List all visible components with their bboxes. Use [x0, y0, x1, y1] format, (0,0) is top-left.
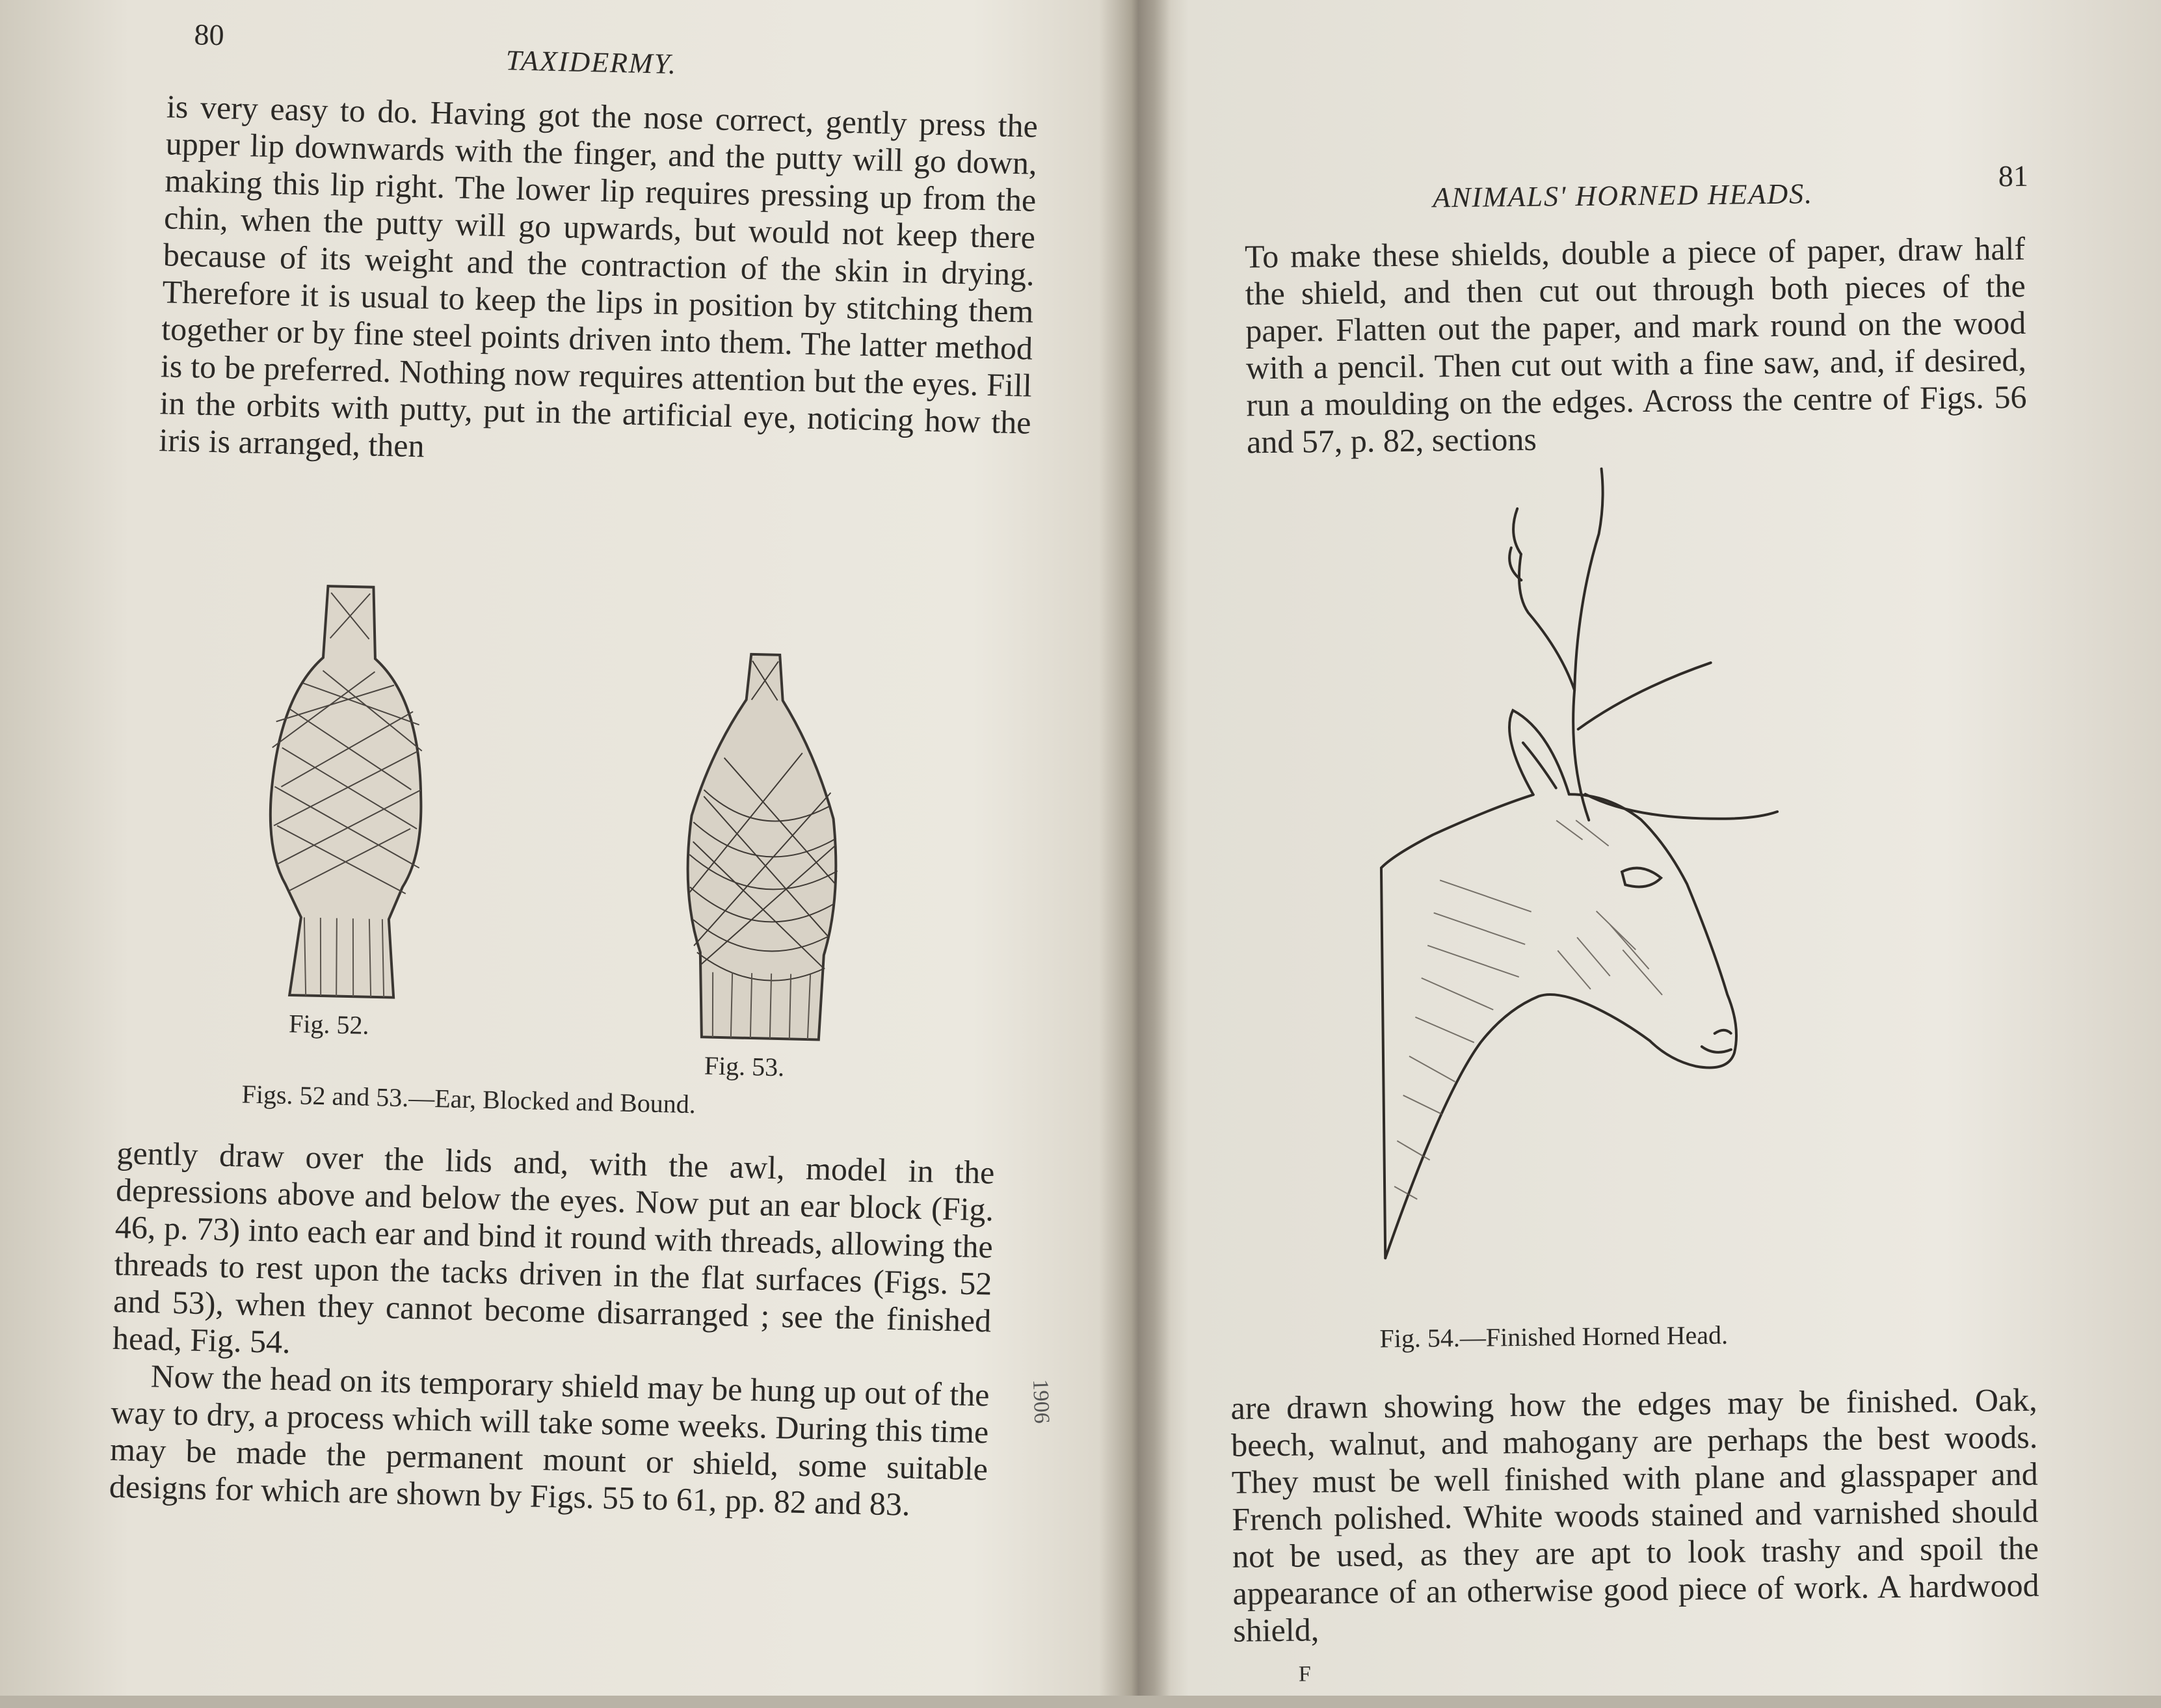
ear-blocked-fig-52: [257, 578, 436, 1005]
page-number-left: 80: [194, 18, 225, 52]
right-body-bottom: [1230, 1381, 2039, 1649]
right-page: [1158, 0, 2144, 1701]
ear-bound-fig-53: [672, 646, 850, 1053]
right-paragraph-bottom: are drawn showing how the edges may be finished. Oak, beech, walnut, and mahogany are perhaps the best woods. They must be well finished with plane and glasspaper and French polished. White woods stained and varnished should not be used, as they are apt to look trashy and spoil the appearance of an otherwise good piece of work. A hardwood shield,: [1230, 1381, 2039, 1649]
running-head-right: ANIMALS' HORNED HEADS.: [1432, 178, 1814, 214]
left-page: [1, 0, 1138, 1707]
page-number-right: 81: [1998, 159, 2029, 193]
right-body-top: [1245, 230, 2028, 461]
left-paragraph-bottom-1: gently draw over the lids and, with the awl, model in the depressions above and below the eyes. Now put an ear block (Fig. 46, p. 73) into each ear and bind it round with threads, allowing the threads to rest upon the tacks driven in the flat surfaces (Figs. 52 and 53), when they cannot become disarranged ; see the finished head, Fig. 54.: [112, 1134, 995, 1361]
left-paragraph-bottom-2: Now the head on its temporary shield may be hung up out of the way to dry, a process which will take some weeks. During this time may be made the permanent mount or shield, some suitable designs for which are shown by Figs. 55 to 61, pp. 82 and 83.: [109, 1357, 990, 1523]
fig-54-caption: Fig. 54.—Finished Horned Head.: [1379, 1320, 1729, 1354]
left-body-bottom: [109, 1134, 995, 1525]
fig-52-label: Fig. 52.: [288, 1008, 370, 1040]
gutter-pencil-mark: 1906: [1028, 1379, 1054, 1424]
figures-52-53-caption: Figs. 52 and 53.—Ear, Blocked and Bound.: [241, 1079, 696, 1119]
fig-53-label: Fig. 53.: [704, 1050, 785, 1082]
signature-mark: F: [1298, 1662, 1312, 1687]
horned-head-fig-54: [1357, 453, 1835, 1323]
left-paragraph-top: is very easy to do. Having got the nose correct, gently press the upper lip downwards with the finger, and the putty will go down, making this lip right. The lower lip requires pressing up from the chin, when the putty will go upwards, but would not keep there because of its weight and the contraction of the skin in drying. Therefore it is usual to keep the lips in position by stitching them together or by fine steel points driven into them. The latter method is to be preferred. Nothing now requires attention but the eyes. Fill in the orbits with putty, put in the artificial eye, noticing how the iris is arranged, then: [158, 88, 1039, 464]
left-body-top: [159, 88, 1039, 478]
right-paragraph-top: To make these shields, double a piece of paper, draw half the shield, and then cut out through both pieces of the paper. Flatten out the paper, and mark round on the wood with a pencil. Then cut out with a fine saw, and, if desired, run a moulding on the edges. Across the centre of Figs. 56 and 57, p. 82, sections: [1244, 230, 2027, 460]
running-head-left: TAXIDERMY.: [505, 44, 678, 81]
